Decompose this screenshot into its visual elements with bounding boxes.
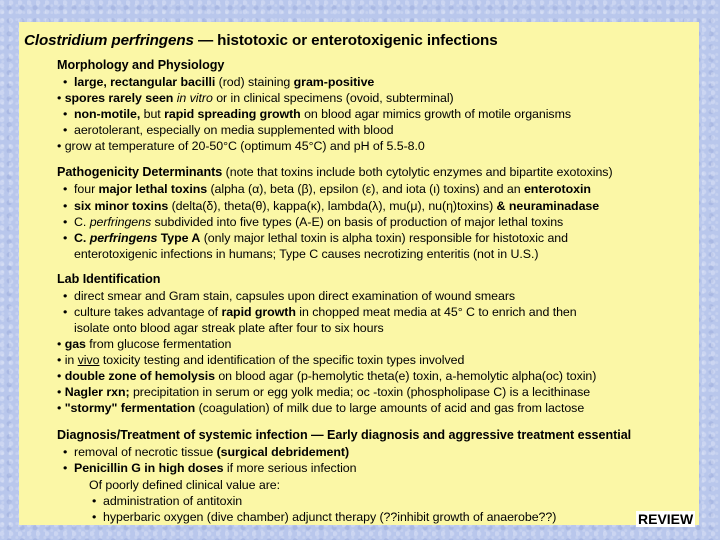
- title-rest: — histotoxic or enterotoxigenic infections: [193, 32, 498, 49]
- text-bold: Penicillin G in high doses: [74, 461, 224, 475]
- text-bold-italic: perfringens: [89, 231, 158, 245]
- text: (coagulation) of milk due to large amounts of acid and gas from lactose: [195, 401, 585, 415]
- text: (rod) staining: [215, 75, 294, 89]
- morphology-line-3: [63, 107, 571, 121]
- text-italic: perfringens: [89, 215, 152, 229]
- text: (only major lethal toxin is alpha toxin) responsible for histotoxic and: [200, 231, 568, 245]
- text-bold: rapid growth: [221, 305, 296, 319]
- slide-title: [24, 32, 498, 49]
- text: C.: [74, 215, 90, 229]
- bullet-icon: •: [63, 445, 68, 459]
- text-underline: vivo: [77, 353, 100, 367]
- text: if more serious infection: [223, 461, 357, 475]
- bullet-icon: •: [92, 510, 97, 524]
- text-bold: large, rectangular bacilli: [74, 75, 216, 89]
- bullet-icon: •: [92, 494, 97, 508]
- text: administration of antitoxin: [103, 494, 243, 508]
- bullet-icon: •: [63, 182, 68, 196]
- text-bold: (surgical debridement): [216, 445, 350, 459]
- lab-line-4: [57, 337, 231, 351]
- text: toxicity testing and identification of the specific toxin types involved: [99, 353, 465, 367]
- bullet-icon: •: [63, 231, 68, 245]
- slide-panel: [19, 22, 699, 525]
- bullet-icon: •: [63, 305, 68, 319]
- diagnosis-line-5: [92, 510, 556, 524]
- pathogenicity-line-2: [63, 199, 599, 213]
- text: from glucose fermentation: [85, 337, 232, 351]
- text-bold: C.: [74, 231, 90, 245]
- pathogenicity-line-4: [63, 231, 568, 245]
- lab-line-3: isolate onto blood agar streak plate after four to six hours: [74, 321, 384, 335]
- review-button[interactable]: REVIEW: [638, 511, 694, 527]
- text-bold: double zone of hemolysis: [64, 369, 215, 383]
- diagnosis-line-3: Of poorly defined clinical value are:: [89, 478, 280, 492]
- text: (delta(δ), theta(θ), kappa(κ), lambda(λ), mu(μ), nu(η)toxins): [168, 199, 497, 213]
- text-bold: gas: [64, 337, 86, 351]
- text-bold: & neuraminadase: [496, 199, 600, 213]
- bullet-icon: •: [63, 123, 68, 137]
- text-bold: spores rarely seen: [64, 91, 174, 105]
- morphology-heading: Morphology and Physiology: [57, 58, 225, 72]
- bullet-icon: •: [57, 385, 65, 399]
- bullet-icon: •: [63, 75, 68, 89]
- bullet-icon: •: [63, 107, 68, 121]
- text: aerotolerant, especially on media supplemented with blood: [74, 123, 394, 137]
- pathogenicity-heading-line: [57, 165, 613, 179]
- diagnosis-heading: Diagnosis/Treatment: [57, 428, 180, 442]
- text: subdivided into five types (A-E) on basis of production of major lethal toxins: [151, 215, 564, 229]
- diagnosis-heading-rest: of systemic infection — Early diagnosis and aggressive treatment essential: [179, 428, 632, 442]
- text-bold: gram-positive: [293, 75, 375, 89]
- lab-line-5: [57, 353, 464, 367]
- text-bold: Type A: [157, 231, 201, 245]
- bullet-icon: •: [57, 401, 65, 415]
- lab-heading: Lab Identification: [57, 272, 161, 286]
- lab-line-6: [57, 369, 596, 383]
- text: hyperbaric oxygen (dive chamber) adjunct therapy (??inhibit growth of anaerobe??): [103, 510, 557, 524]
- pathogenicity-heading: Pathogenicity Determinants: [57, 165, 223, 179]
- lab-line-7: [57, 385, 590, 399]
- text: or in clinical specimens (ovoid, subterminal): [212, 91, 454, 105]
- bullet-icon: •: [63, 199, 68, 213]
- text-bold: non-motile,: [74, 107, 141, 121]
- text: in chopped meat media at 45° C to enrich and then: [295, 305, 577, 319]
- morphology-line-2: [57, 91, 454, 105]
- pathogenicity-line-3: [63, 215, 563, 229]
- bullet-icon: •: [57, 139, 65, 153]
- lab-line-8: [57, 401, 584, 415]
- bullet-icon: •: [63, 289, 68, 303]
- text: on blood agar (p-hemolytic theta(e) toxin, a-hemolytic alpha(oc) toxin): [214, 369, 597, 383]
- diagnosis-heading-line: [57, 428, 631, 442]
- pathogenicity-line-1: [63, 182, 591, 196]
- bullet-icon: •: [57, 337, 65, 351]
- morphology-line-4: [63, 123, 394, 137]
- text: grow at temperature of 20-50°C (optimum 45°C) and pH of 5.5-8.0: [64, 139, 425, 153]
- text: but: [140, 107, 165, 121]
- text: (note that toxins include both cytolytic enzymes and bipartite exotoxins): [222, 165, 613, 179]
- text-bold: six minor toxins: [74, 199, 169, 213]
- lab-line-2: [63, 305, 577, 319]
- diagnosis-line-1: [63, 445, 349, 459]
- bullet-icon: •: [63, 215, 68, 229]
- bullet-icon: •: [63, 461, 68, 475]
- text-bold: "stormy" fermentation: [64, 401, 196, 415]
- morphology-line-1: [63, 75, 374, 89]
- text-bold: Nagler rxn;: [64, 385, 130, 399]
- lab-line-1: [63, 289, 515, 303]
- text: four: [74, 182, 99, 196]
- morphology-line-5: [57, 139, 425, 153]
- bullet-icon: •: [57, 369, 65, 383]
- text: direct smear and Gram stain, capsules upon direct examination of wound smears: [74, 289, 516, 303]
- text: removal of necrotic tissue: [74, 445, 217, 459]
- text: (alpha (α), beta (β), epsilon (ε), and iota (ι) toxins) and an: [207, 182, 524, 196]
- pathogenicity-line-5: enterotoxigenic infections in humans; Type C causes necrotizing enteritis (not in U.S.): [74, 247, 539, 261]
- diagnosis-line-2: [63, 461, 356, 475]
- title-organism: Clostridium perfringens: [24, 32, 194, 49]
- text: in: [64, 353, 78, 367]
- bullet-icon: •: [57, 91, 65, 105]
- text: precipitation in serum or egg yolk media; oc -toxin (phospholipase C) is a lecithinase: [129, 385, 591, 399]
- text-bold: major lethal toxins: [98, 182, 208, 196]
- text: on blood agar mimics growth of motile organisms: [300, 107, 571, 121]
- text-bold: enterotoxin: [523, 182, 591, 196]
- text: culture takes advantage of: [74, 305, 222, 319]
- text-bold: rapid spreading growth: [164, 107, 301, 121]
- diagnosis-line-4: [92, 494, 242, 508]
- text-italic: in vitro: [176, 91, 213, 105]
- bullet-icon: •: [57, 353, 65, 367]
